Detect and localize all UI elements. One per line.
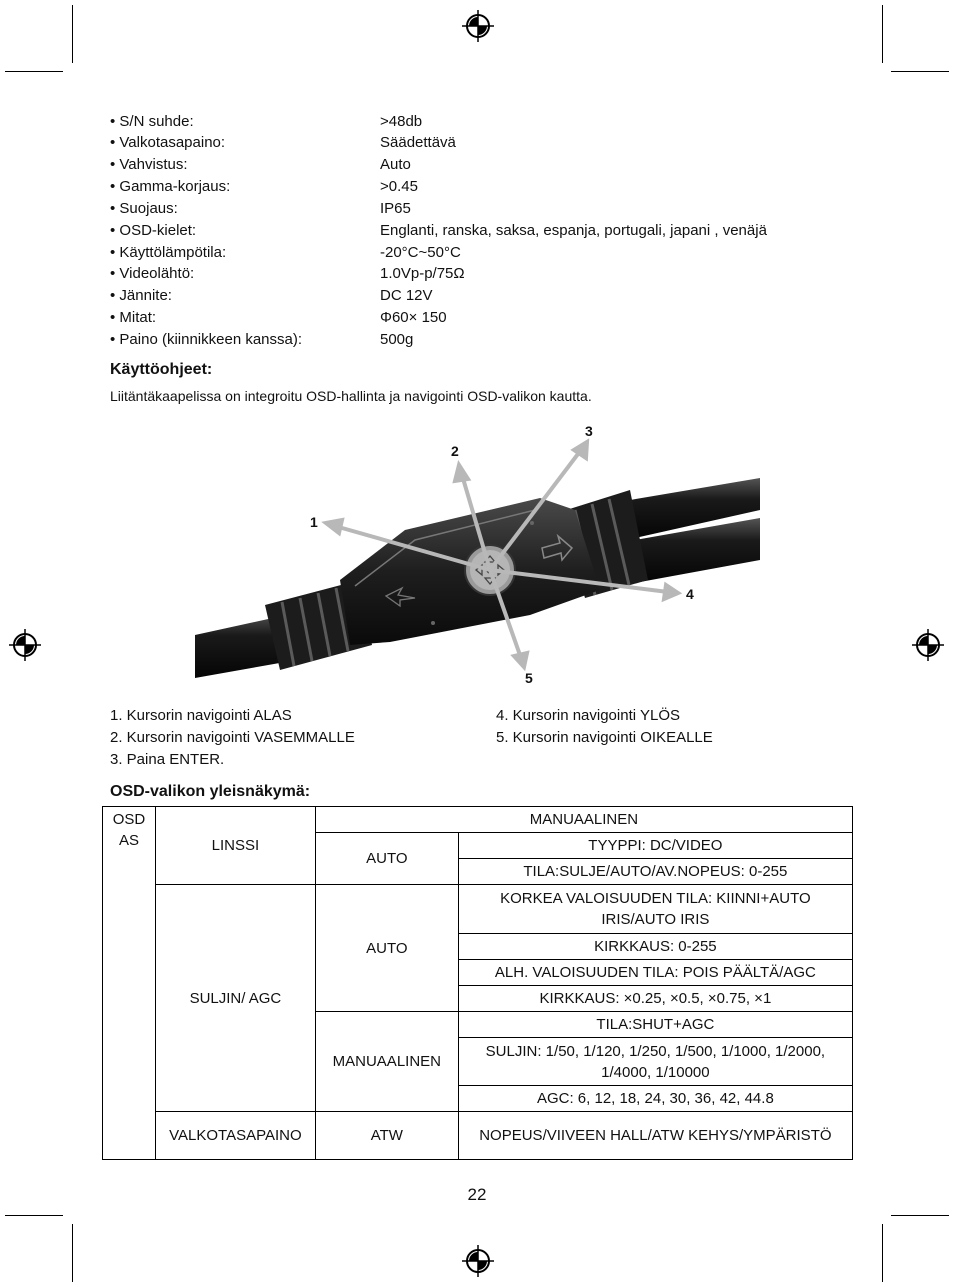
agc-values-cell: AGC: 6, 12, 18, 24, 30, 36, 42, 44.8 [458, 1086, 852, 1112]
tila-shut-cell: TILA:SHUT+AGC [458, 1012, 852, 1038]
atw-cell: ATW [315, 1112, 458, 1160]
nopeus-cell: NOPEUS/VIIVEEN HALL/ATW KEHYS/YMPÄRISTÖ [458, 1112, 852, 1160]
suljin-values-cell: SULJIN: 1/50, 1/120, 1/250, 1/500, 1/1000, 1/2000, 1/4000, 1/10000 [458, 1038, 852, 1086]
instructions-heading: Käyttöohjeet: [110, 361, 213, 378]
crop-mark [891, 71, 949, 72]
crop-mark [882, 1224, 883, 1282]
callout-3: 3 [585, 423, 593, 439]
crop-mark [891, 1215, 949, 1216]
page-number: 22 [467, 1185, 487, 1204]
spec-row: • Vahvistus: Auto [110, 156, 411, 173]
spec-row: • Paino (kiinnikkeen kanssa): 500g [110, 331, 414, 348]
linssi-cell: LINSSI [155, 807, 315, 885]
registration-mark-icon [460, 8, 496, 44]
spec-row: • S/N suhde: >48db [110, 113, 423, 130]
suljin-agc-cell: SULJIN/ AGC [155, 885, 315, 1112]
instructions-text: Liitäntäkaapelissa on integroitu OSD-hallinta ja navigointi OSD-valikon kautta. [110, 388, 592, 404]
nav-item-enter: 3. Paina ENTER. [110, 751, 225, 768]
callout-4: 4 [686, 586, 694, 602]
crop-mark [5, 71, 63, 72]
nav-item-down: 1. Kursorin navigointi ALAS [110, 707, 292, 724]
crop-mark [5, 1215, 63, 1216]
callout-1: 1 [310, 514, 318, 530]
crop-mark [882, 5, 883, 63]
osd-root-cell: OSD AS [103, 807, 156, 1160]
registration-mark-icon [7, 627, 43, 663]
spec-row: • Valkotasapaino: Säädettävä [110, 134, 456, 151]
crop-mark [72, 5, 73, 63]
tyyppi-cell: TYYPPI: DC/VIDEO [458, 833, 852, 859]
kirkkaus-kerroin-cell: KIRKKAUS: ×0.25, ×0.5, ×0.75, ×1 [458, 986, 852, 1012]
callout-2: 2 [451, 443, 459, 459]
spec-row: • OSD-kielet: Englanti, ranska, saksa, espanja, portugali, japani , venäjä [110, 222, 767, 239]
spec-row: • Jännite: DC 12V [110, 287, 433, 304]
callout-5: 5 [525, 670, 533, 686]
spec-row: • Käyttölämpötila: -20°C~50°C [110, 244, 461, 261]
osd-cable-illustration [190, 420, 770, 690]
alh-cell: ALH. VALOISUUDEN TILA: POIS PÄÄLTÄ/AGC [458, 960, 852, 986]
tila-sulje-cell: TILA:SULJE/AUTO/AV.NOPEUS: 0-255 [458, 859, 852, 885]
registration-mark-icon [910, 627, 946, 663]
spec-row: • Videolähtö: 1.0Vp-p/75Ω [110, 265, 465, 282]
kirkkaus-cell: KIRKKAUS: 0-255 [458, 934, 852, 960]
nav-item-left: 2. Kursorin navigointi VASEMMALLE [110, 729, 355, 746]
osd-menu-table [102, 806, 853, 1160]
spec-row: • Mitat: Φ60× 150 [110, 309, 447, 326]
korkea-cell: KORKEA VALOISUUDEN TILA: KIINNI+AUTO IRIS/AUTO IRIS [458, 885, 852, 934]
suljin-auto-cell: AUTO [315, 885, 458, 1012]
suljin-manuaalinen-cell: MANUAALINEN [315, 1012, 458, 1112]
registration-mark-icon [460, 1243, 496, 1279]
crop-mark [72, 1224, 73, 1282]
spec-row: • Suojaus: IP65 [110, 200, 411, 217]
valkotasapaino-cell: VALKOTASAPAINO [155, 1112, 315, 1160]
spec-row: • Gamma-korjaus: >0.45 [110, 178, 418, 195]
linssi-auto-cell: AUTO [315, 833, 458, 885]
nav-item-right: 5. Kursorin navigointi OIKEALLE [496, 729, 713, 746]
osd-heading: OSD-valikon yleisnäkymä: [110, 783, 311, 800]
manuaalinen-header-cell: MANUAALINEN [315, 807, 852, 833]
nav-item-up: 4. Kursorin navigointi YLÖS [496, 707, 680, 724]
